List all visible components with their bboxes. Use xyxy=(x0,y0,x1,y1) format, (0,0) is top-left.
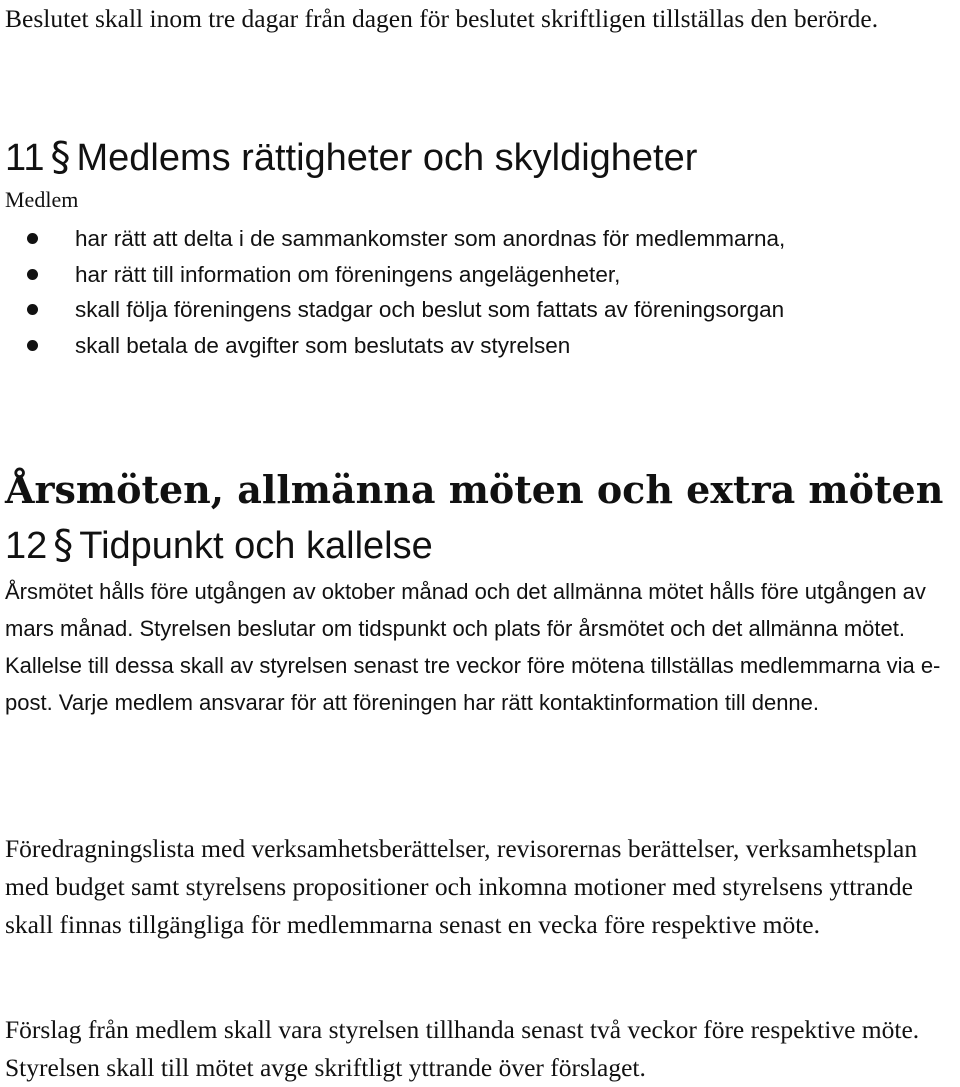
section-12-paragraph-1: Årsmötet hålls före utgången av oktober månad och det allmänna mötet hålls före utgången av mars månad. Styrelsen beslutar om tidspunkt och plats för årsmötet och det allmänna mötet. xyxy=(5,579,926,641)
rights-list xyxy=(5,221,955,363)
proposal-paragraph: Förslag från medlem skall vara styrelsen tillhanda senast två veckor före respektive möte. Styrelsen skall till mötet avge skriftligt yttrande över förslaget. xyxy=(5,1015,920,1082)
list-item xyxy=(5,292,955,328)
intro-paragraph: Beslutet skall inom tre dagar från dagen för beslutet skriftligen tillställas den berörde. xyxy=(5,4,879,33)
agenda-paragraph-block xyxy=(5,830,955,944)
list-item xyxy=(5,257,955,293)
list-item-text: skall betala de avgifter som beslutats av styrelsen xyxy=(75,332,571,358)
part-heading-block xyxy=(5,467,955,513)
section-12 xyxy=(5,522,955,721)
proposal-paragraph-block xyxy=(5,1011,955,1087)
section-12-number: 12 xyxy=(5,525,48,567)
section-11 xyxy=(5,134,955,363)
section-11-number: 11 xyxy=(5,137,45,179)
list-item-text: har rätt till information om föreningens angelägenheter, xyxy=(75,261,621,287)
section-11-heading xyxy=(5,134,955,181)
section-12-heading xyxy=(5,522,955,569)
agenda-paragraph: Föredragningslista med verksamhetsberättelser, revisorernas berättelser, verksamhetsplan med budget samt styrelsens propositioner och inkomna motioner med styrelsens yttrande skall finnas tillgängliga för medlemmarna senast en vecka före respektive möte. xyxy=(5,834,918,939)
section-11-title: Medlems rättigheter och skyldigheter xyxy=(76,137,698,179)
section-sign-icon: § xyxy=(53,522,74,568)
bullet-icon xyxy=(27,340,38,351)
bullet-icon xyxy=(27,304,38,315)
list-item-text: har rätt att delta i de sammankomster som anordnas för medlemmarna, xyxy=(75,226,786,251)
section-12-title: Tidpunkt och kallelse xyxy=(79,525,433,567)
list-item xyxy=(5,221,955,257)
bullet-icon xyxy=(27,233,38,244)
section-11-intro: Medlem xyxy=(5,187,79,212)
section-12-paragraph-2: Kallelse till dessa skall av styrelsen senast tre veckor före mötena tillställas medlemmarna via e-post. Varje medlem ansvarar för att föreningen har rätt kontaktinformation till denne. xyxy=(5,653,941,715)
list-item-text: skall följa föreningens stadgar och beslut som fattats av föreningsorgan xyxy=(75,297,785,322)
bullet-icon xyxy=(27,269,38,280)
part-heading: Årsmöten, allmänna möten och extra möten xyxy=(5,467,944,512)
intro-paragraph-block xyxy=(5,0,955,38)
list-item xyxy=(5,328,955,364)
section-sign-icon: § xyxy=(50,134,71,180)
